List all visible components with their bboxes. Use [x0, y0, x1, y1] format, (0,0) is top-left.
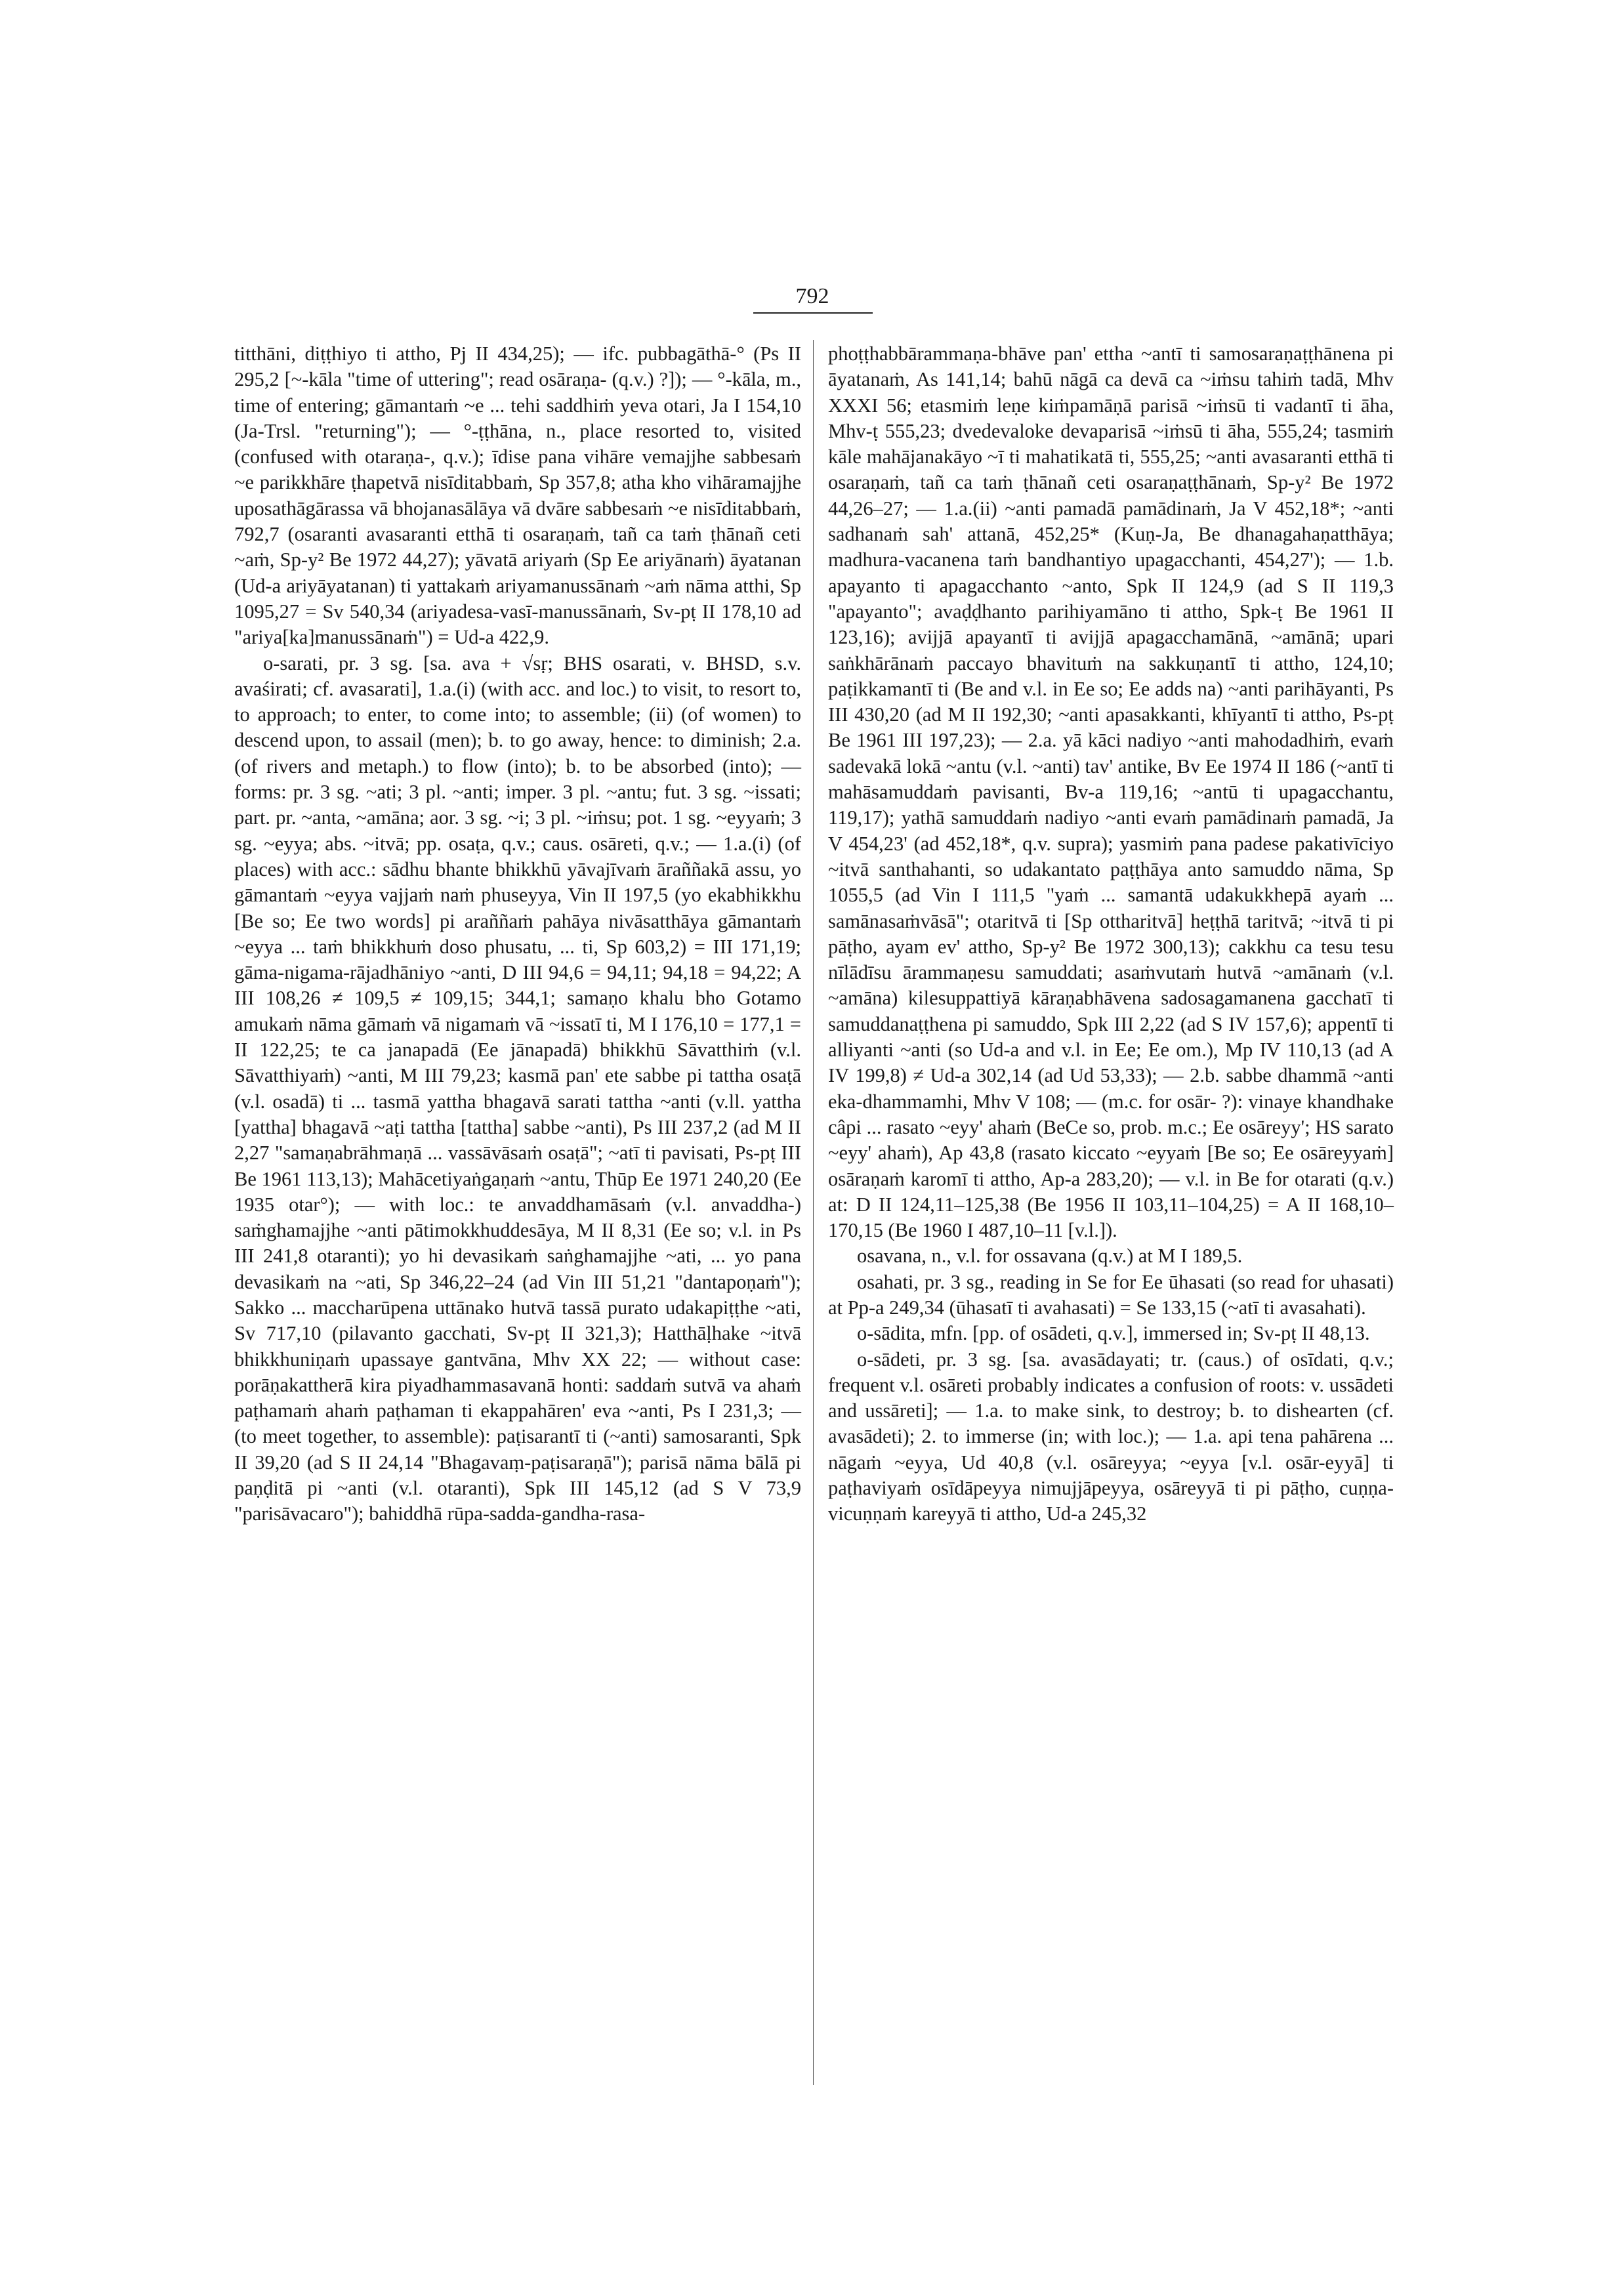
left-column: [234, 341, 801, 1527]
entry-o-sarati: o-sarati, pr. 3 sg. [sa. ava + √sṛ; BHS osarati, v. BHSD, s.v. avaśirati; cf. avasarati], 1.a.(i) (with acc. and loc.) to visit, to resort to, to approach; to enter, to come into; to assemble; (ii) (of women) to descend upon, to assail (men); b. to go away, hence: to diminish; 2.a. (of rivers and metaph.) to flow (into); b. to be absorbed (into); — forms: pr. 3 sg. ~ati; 3 pl. ~anti; imper. 3 pl. ~antu; fut. 3 sg. ~issati; part. pr. ~anta, ~amāna; aor. 3 sg. ~i; 3 pl. ~iṁsu; pot. 1 sg. ~eyyaṁ; 3 sg. ~eyya; abs. ~itvā; pp. osaṭa, q.v.; caus. osāreti, q.v.; — 1.a.(i) (of places) with acc.: sādhu bhante bhikkhū yāvajīvaṁ āraññakā assu, yo gāmantaṁ ~eyya vajjaṁ naṁ phuseyya, Vin II 197,5 (yo ekabhikkhu [Be so; Ee two words] pi araññaṁ pahāya nivāsatthāya gāmantaṁ ~eyya ... taṁ bhikkhuṁ doso phusatu, ... ti, Sp 603,2) = III 171,19; gāma-nigama-rājadhāniyo ~anti, D III 94,6 = 94,11; 94,18 = 94,22; A III 108,26 ≠ 109,5 ≠ 109,15; 344,1; samaṇo khalu bho Gotamo amukaṁ nāma gāmaṁ vā nigamaṁ vā ~issatī ti, M I 176,10 = 177,1 = II 122,25; te ca janapadā (Ee jānapadā) bhikkhū Sāvatthiṁ (v.l. Sāvatthiyaṁ) ~anti, M III 79,23; kasmā pan' ete sabbe pi tattha osaṭā (v.l. osadā) ti ... tasmā yattha bhagavā sarati tattha ~anti (v.ll. yattha [yattha] bhagavā ~aṭi tattha [tattha] sabbe ~anti), Ps III 237,2 (ad M II 2,27 "samaṇabrāhmaṇā ... vassāvāsaṁ osaṭā"; ~atī ti pavisati, Ps-pṭ III Be 1961 113,13); Mahācetiyaṅgaṇaṁ ~antu, Thūp Ee 1971 240,20 (Ee 1935 otar°); — with loc.: te anvaddhamāsaṁ (v.l. anvaddha-) saṁghamajjhe ~anti pātimokkhuddesāya, M II 8,31 (Ee so; v.l. in Ps III 241,8 otaranti); yo hi devasikaṁ saṅghamajjhe ~ati, ... yo pana devasikaṁ na ~ati, Sp 346,22–24 (ad Vin III 51,21 "dantapoṇaṁ"); Sakko ... maccharūpena uttānako hutvā tassā purato udakapiṭṭhe ~ati, Sv 717,10 (pilavanto gacchati, Sv-pṭ II 321,3); Hatthāḷhake ~itvā bhikkhuniṇaṁ upassaye gantvāna, Mhv XX 22; — without case: porāṇakattherā kira piyadhammasavanā honti: saddaṁ sutvā va ahaṁ paṭhamaṁ ahaṁ paṭhaman ti ekappahāren' eva ~anti, Ps I 231,3; — (to meet together, to assemble): paṭisarantī ti (~anti) samosaranti, Spk II 39,20 (ad S II 24,14 "Bhagavaṃ-paṭisaraṇā"); parisā nāma bālā pi paṇḍitā pi ~anti (v.l. otaranti), Spk III 145,12 (ad S V 73,9 "parisāvacaro"); bahiddhā rūpa-sadda-gandha-rasa-: [234, 651, 801, 1525]
page-number-underline: [753, 312, 873, 314]
entry-osahati: osahati, pr. 3 sg., reading in Se for Ee ūhasati (so read for uhasati) at Pp-a 249,34 (ūhasatī ti avahasati) = Se 133,15 (~atī ti avasahati).: [828, 1270, 1394, 1319]
right-column: [828, 341, 1394, 1527]
entry-o-sadita: o-sādita, mfn. [pp. of osādeti, q.v.], immersed in; Sv-pṭ II 48,13.: [857, 1322, 1370, 1345]
column-divider: [813, 340, 814, 2085]
entry-o-sadeti: o-sādeti, pr. 3 sg. [sa. avasādayati; tr. (caus.) of osīdati, q.v.; frequent v.l. osāreti probably indicates a confusion of roots: v. ussādeti and ussāreti]; — 1.a. to make sink, to destroy; b. to dishearten (cf. avasādeti); 2. to immerse (in; with loc.); — 1.a. api tena pahārena ... nāgaṁ ~eyya, Ud 40,8 (v.l. osāreyya; ~eyya [v.l. osār-eyyā] ti paṭhaviyaṁ osīdāpeyya nimujjāpeyya, osāreyyā ti pi pāṭho, cuṇṇa-vicuṇṇaṁ kareyyā ti attho, Ud-a 245,32: [828, 1348, 1394, 1525]
left-continuation-paragraph: titthāni, diṭṭhiyo ti attho, Pj II 434,25); — ifc. pubbagāthā-° (Ps II 295,2 [~-kāla "time of uttering"; read osāraṇa- (q.v.) ?]); — °-kāla, m., time of entering; gāmantaṁ ~e ... tehi saddhiṁ yeva otari, Ja I 154,10 (Ja-Trsl. "returning"); — °-ṭṭhāna, n., place resorted to, visited (confused with otaraṇa-, q.v.); īdise pana vihāre vemajjhe sabbesaṁ ~e parikkhāre ṭhapetvā nisīditabbaṁ, Sp 357,8; atha kho vihāramajjhe uposathāgārassa vā bhojanasālāya vā dvāre sabbesaṁ ~e nisīditabbaṁ, 792,7 (osaranti avasaranti etthā ti osaraṇaṁ, tañ ca taṁ ṭhānañ ceti ~aṁ, Sp-y² Be 1972 44,27); yāvatā ariyaṁ (Sp Ee ariyānaṁ) āyatanan (Ud-a ariyāyatanan) ti yattakaṁ ariyamanussānaṁ ~aṁ nāma atthi, Sp 1095,27 = Sv 540,34 (ariyadesa-vasī-manussānaṁ, Sv-pṭ II 178,10 ad "ariya[ka]manussānaṁ") = Ud-a 422,9.: [234, 342, 801, 649]
right-continuation-paragraph: phoṭṭhabbārammaṇa-bhāve pan' ettha ~antī ti samosaraṇaṭṭhānena pi āyatanaṁ, As 141,14; bahū nāgā ca devā ca ~iṁsu tahiṁ tadā, Mhv XXXI 56; etasmiṁ leṇe kiṁpamāṇā parisā ~iṁsū ti vadantī ti āha, Mhv-ṭ 555,23; dvedevaloke devaparisā ~iṁsū ti āha, 555,24; tasmiṁ kāle mahājanakāyo ~ī ti mahatikatā ti, 555,25; ~anti avasaranti etthā ti osaraṇaṁ, tañ ca taṁ ṭhānañ ceti osaraṇaṭṭhānaṁ, Sp-y² Be 1972 44,26–27; — 1.a.(ii) ~anti pamadā pamādinaṁ, Ja V 452,18*; ~anti sadhanaṁ sah' attanā, 452,25* (Kuṇ-Ja, Be dhanagahaṇatthāya; madhura-vacanena taṁ bandhantiyo upagacchanti, 454,27'); — 1.b. apayanto ti apagacchanto ~anto, Spk II 124,9 (ad S II 119,3 "apayanto"; avaḍḍhanto parihiyamāno ti attho, Spk-ṭ Be 1961 II 123,16); avijjā apayantī ti avijjā apagacchamānā, ~amānā; upari saṅkhārānaṁ paccayo bhavituṁ na sakkuṇantī ti attho, 124,10; paṭikkamantī ti (Be and v.l. in Ee so; Ee adds na) ~anti parihāyanti, Ps III 430,20 (ad M II 192,30; ~anti apasakkanti, khīyantī ti attho, Ps-pṭ Be 1961 III 197,23); — 2.a. yā kāci nadiyo ~anti mahodadhiṁ, evaṁ sadevakā lokā ~antu (v.l. ~anti) tav' antike, Bv Ee 1974 II 186 (~antī ti mahāsamuddaṁ pavisanti, Bv-a 119,16; ~antū ti upagacchantu, 119,17); yathā samuddaṁ nadiyo ~anti evaṁ pamādinaṁ pamadā, Ja V 454,23' (ad 452,18*, q.v. supra); yasmiṁ pana padese pakativīciyo ~itvā santhahanti, so udakantato paṭṭhāya anto samuddo nāma, Sp 1055,5 (ad Vin I 111,5 "yaṁ ... samantā udakukkhepā ayaṁ ... samānasaṁvāsā"; otaritvā ti [Sp ottharitvā] heṭṭhā taritvā; ~itvā ti pi pāṭho, ayam ev' attho, Sp-y² Be 1972 300,13); cakkhu ca tesu tesu nīlādīsu ārammaṇesu samuddati; asaṁvutaṁ hutvā ~amānaṁ (v.l. ~amāna) kilesuppattiyā kāraṇabhāvena sadosagamanena gacchatī ti samuddanaṭṭhena pi samuddo, Spk III 2,22 (ad S IV 157,6); appentī ti alliyanti ~anti (so Ud-a and v.l. in Ee; Ee om.), Mp IV 110,13 (ad A IV 199,8) ≠ Ud-a 302,14 (ad Ud 53,33); — 2.b. sabbe dhammā ~anti eka-dhammamhi, Mhv V 108; — (m.c. for osār- ?): vinaye khandhake câpi ... rasato ~eyy' ahaṁ (BeCe so, prob. m.c.; Ee osāreyy'; HS sarato ~eyy' ahaṁ), Ap 43,8 (rasato kiccato ~eyyaṁ [Be so; Ee osāreyyaṁ] osāraṇaṁ karomī ti attho, Ap-a 283,20); — v.l. in Be for otarati (q.v.) at: D II 124,11–125,38 (Be 1956 II 103,11–104,25) = A II 168,10–170,15 (Be 1960 I 487,10–11 [v.l.]).: [828, 342, 1394, 1242]
entry-osavana: osavana, n., v.l. for ossavana (q.v.) at M I 189,5.: [857, 1245, 1243, 1268]
page-number: 792: [795, 284, 829, 308]
